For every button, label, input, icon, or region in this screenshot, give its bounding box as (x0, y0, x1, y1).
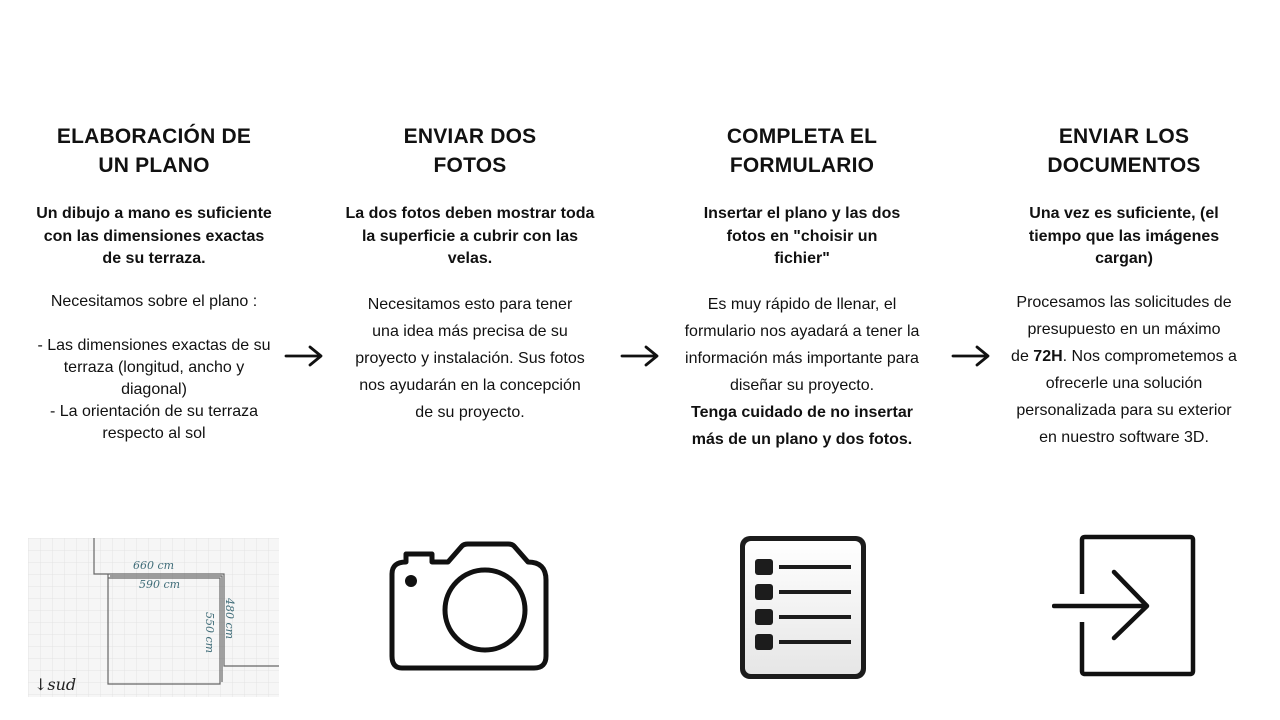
step-3-title: COMPLETA EL FORMULARIO (726, 125, 878, 177)
camera-icon (388, 540, 550, 672)
step-2-lead: La dos fotos deben mostrar toda la superficie a cubrir con las velas. (345, 205, 595, 267)
step-4-lead: Una vez es suficiente, (el tiempo que las imágenes cargan) (1028, 205, 1220, 267)
step-4-body (1000, 289, 1248, 451)
step-1-title: ELABORACIÓN DE UN PLANO (56, 125, 252, 177)
step-3-lead: Insertar el plano y las dos fotos en "choisir un fichier" (703, 205, 901, 267)
plan-label-right-inner: 550 cm (203, 612, 216, 654)
step-4-send (1000, 122, 1248, 451)
step-2-title: ENVIAR DOS FOTOS (403, 125, 537, 177)
step-3-form (678, 122, 926, 453)
step-2-photos (340, 122, 600, 426)
right-arrow-icon (620, 340, 660, 370)
plan-label-right-outer: 480 cm (223, 598, 236, 640)
step-4-title: ENVIAR LOS DOCUMENTOS (1047, 125, 1201, 177)
form-list-icon (736, 533, 870, 683)
step-4-body-pre: Procesamos las solicitudes de presupuesto en un máximo de (1011, 293, 1232, 365)
right-arrow-icon (951, 340, 991, 370)
step-1-lead: Un dibujo a mano es suficiente con las dimensiones exactas de su terraza. (36, 205, 272, 267)
step-1-body: Necesitamos sobre el plano : - Las dimensiones exactas de su terraza (longitud, ancho y diagonal) - La orientación de su terraza respecto al sol (37, 292, 271, 442)
plan-label-top-inner: 590 cm (139, 578, 181, 591)
step-2-body: Necesitamos esto para tener una idea más precisa de su proyecto y instalación. Sus fotos nos ayudarán en la concepción de su proyecto. (355, 295, 585, 421)
step-3-body: Es muy rápido de llenar, el formulario nos ayadará a tener la información más importante para diseñar su proyecto. (684, 295, 920, 394)
sign-in-icon (1052, 534, 1196, 678)
right-arrow-icon (284, 340, 324, 370)
plan-label-top-outer: 660 cm (133, 559, 175, 572)
step-3-warning: Tenga cuidado de no insertar más de un plano y dos fotos. (691, 403, 913, 448)
step-4-body-strong: 72H (1033, 347, 1063, 365)
step-4-body-post: . Nos comprometemos a ofrecerle una solución personalizada para su exterior en nuestro software 3D. (1016, 347, 1237, 446)
plan-orientation-label: ↓sud (34, 675, 77, 694)
floor-plan-icon (28, 538, 279, 697)
step-1-plan (30, 122, 278, 445)
